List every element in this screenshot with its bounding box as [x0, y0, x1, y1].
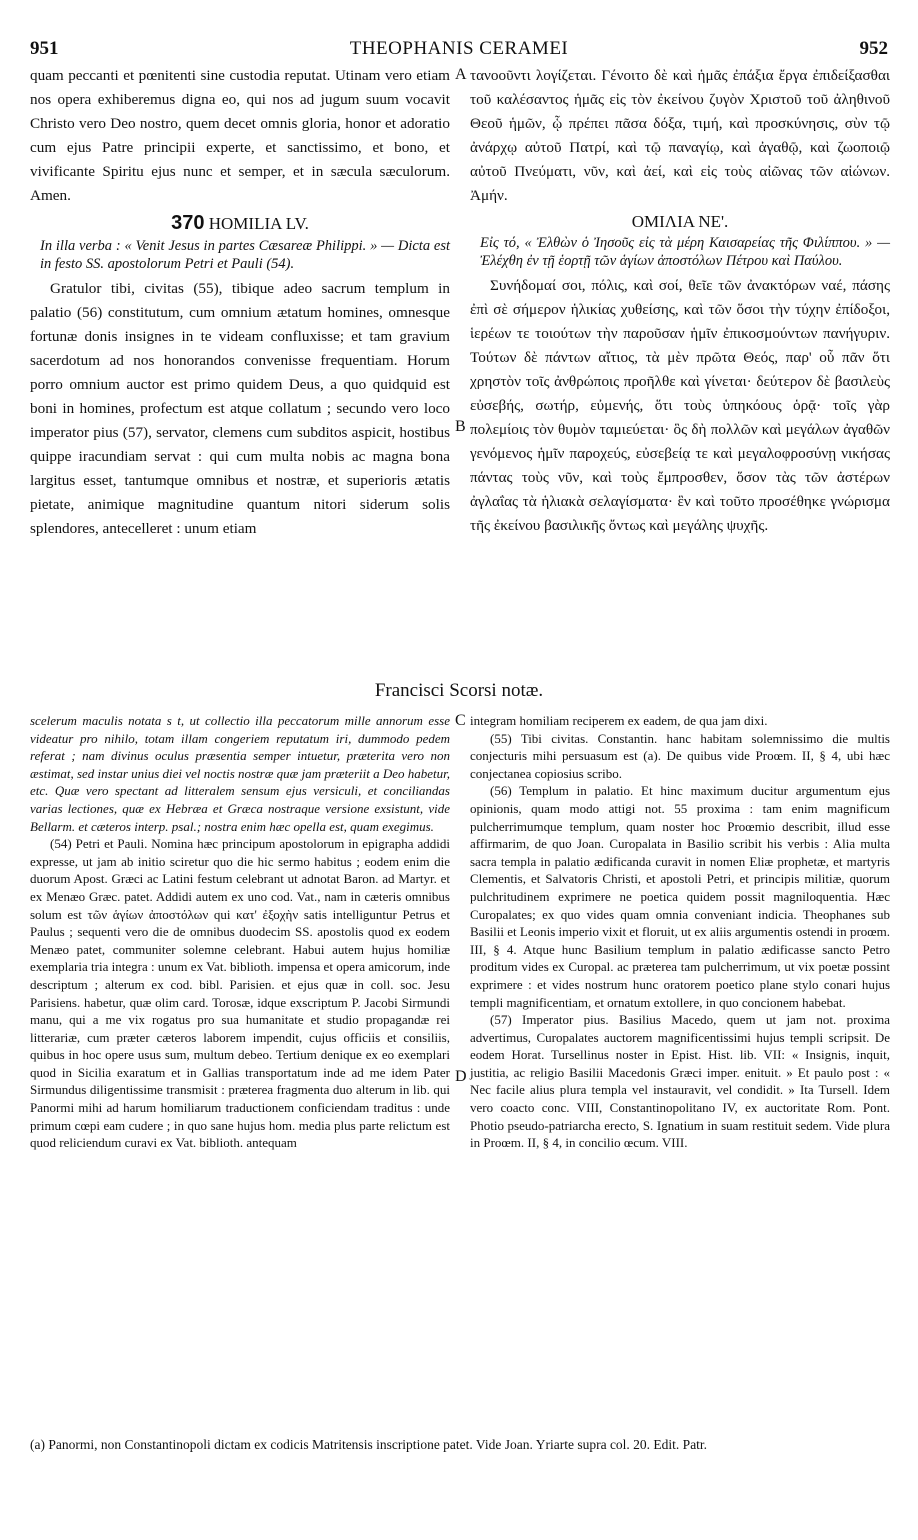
homily-subtitle-latin: In illa verba : « Venit Jesus in partes Cæsareæ Philippi. » — Dicta est in festo SS. apostolorum Petri et Pauli (54). — [40, 238, 450, 272]
greek-paragraph-end: τανοοῦντι λογίζεται. Γένοιτο δὲ καὶ ἡμᾶς ἐπάξια ἔργα ἐπιδείξασθαι τοῦ καλέσαντος ἡμᾶς εἰς τὸν ἐκείνου ζυγὸν Χριστοῦ τοῦ ἀληθινοῦ Θεοῦ ἡμῶν, ᾧ πρέπει πᾶσα δόξα, τιμή, καὶ προσκύνησις, σὺν τῷ ἀνάρχῳ αὐτοῦ Πατρί, καὶ τῷ παναγίῳ, καὶ ἀγαθῷ, καὶ ζωοποιῷ αὐτοῦ Πνεύματι, νῦν, καὶ ἀεί, καὶ εἰς τοὺς αἰῶνας τῶν αἰώνων. Ἀμήν. — [470, 67, 890, 204]
homily-heading-greek: ΟΜΙΛΙΑ ΝΕ'. — [631, 212, 729, 231]
note-56: (56) Templum in palatio. Et hinc maximum ducitur argumentum ejus opinionis, quam modo attigi not. 55 proxima : tam enim magnificum pulcherrimumque templum, quam noster hoc Proœmio describit, illud esse affirmarim, de quo Joan. Curopalata in Basilio scribit his verbis : Alia multa sacra templa in palatio ædificanda curavit in nomen Eliæ prophetæ, et martyris Clementis, et Salvatoris Christi, et apostoli Petri, et principis militiæ, quorum pulchritudinem exprimere ne poetica quidem possit magniloquentia. Hæc Curopalates; ex quo vides quam omnia conveniant indicia. Theophanes sub Basilii et Leonis imperio vixit et floruit, ut ex aliis argumentis ostendi in proœm. III, § 4. Atque hunc Basilium templum in palatio ædificasse sancto Petro proditum vides ex Curopal. ac præterea tam pulcherrimum, ut vix poetæ possint exprimere : et vides nostrum hunc oratorem poetico plane stylo conari hujus templi magnificentiam, et ornatum extollere, in quo concionem habebat. — [470, 783, 890, 1010]
notes-column-left — [30, 712, 450, 1152]
latin-paragraph-end: quam peccanti et pœnitenti sine custodia reputat. Utinam vero etiam nos opera exhiberemus digna eo, qui nos ad jugum suum vocavit Christo vero Deo nostro, quem decet omnis gloria, honor et adoratio cum ejus Patre principii experte, et sanctissimo, et bono, et vivificante Spiritu ejus nunc et semper, et in sæcula sæculorum. Amen. — [30, 67, 450, 204]
margin-letter-c: C — [455, 712, 466, 729]
greek-column-top — [470, 64, 890, 538]
note-continuation: scelerum maculis notata s t, ut collectio illa peccatorum mille annorum esse videatur pro nihilo, totam illam congeriem reputatum iri, dummodo pedem referat ; nam divinus oculus præsentia semper intuetur, præterita vero non æstimat, sed instar unius diei vel noctis nostræ quæ jam præteriit a Deo habetur, etc. Quæ vero spectant ad litteralem sensum ejus versiculi, et conciliandas varias lectiones, quæ ex Hebræa et Græca nostraque versione exsistunt, vide Bellarm. et cæteros interp. psal.; nostra enim hæc opella est, quam exegimus. — [30, 713, 450, 834]
margin-letter-d: D — [455, 1068, 467, 1085]
homily-heading-latin — [30, 212, 450, 235]
notes-title: Francisci Scorsi notæ. — [374, 680, 544, 701]
note-55: (55) Tibi civitas. Constantin. hanc habitam solemnissimo die multis conjecturis mihi persuasum est (a). De quibus vide Proœm. II, § 4, ubi hæc conjectanea copiosius scribo. — [470, 730, 890, 781]
notes-column-right — [470, 712, 890, 1152]
greek-paragraph-body: Συνήδομαί σοι, πόλις, καὶ σοί, θεῖε τῶν ἀνακτόρων ναέ, πάσης ἐπὶ σὲ σήμερον ἡλικίας χυθείσης, καὶ τῶν ὅσοι τὴν τύχην ἐπίδοξοι, ἱερέων τε τοιούτων τὴν παροῦσαν ἡμῖν ἐπικοσμούντων πανήγυριν. Τούτων δὲ πάντων αἴτιος, τὰ μὲν πρῶτα Θεός, παρ' οὗ πᾶν ὅτι χρηστὸν τοῖς ἀνθρώποις προῆλθε καὶ γίνεται· δεύτερον δὲ βασιλεὺς εὐσεβής, σωτήρ, εὐμενής, ὅτι τοὺς ὑπηκόους ὁρᾷ· τοῖς γὰρ πολεμίοις τὸν θυμὸν ταμιεύεται· ὃς δὴ πολλῶν καὶ μεγάλων ἀγαθῶν γενόμενος ἡμῖν παροχεύς, εὐσεβείᾳ τε καὶ μεγαλοφροσύνῃ νικήσας πάντας τοὺς νῦν, καὶ τοὺς ἔμπροσθεν, ὅσον τὰς τῶν ἀστέρων ἀγλαΐας τὰ ἡλιακὰ σελαγίσματα· ἓν καὶ τοῦτο προσέθηκε γνώρισμα τῆς ἐκείνου βασιλικῆς ὄντως καὶ μεγάλης ψυχῆς. — [470, 277, 890, 534]
homily-number: 370 — [171, 212, 205, 234]
page-number-left: 951 — [30, 38, 59, 59]
note-54: (54) Petri et Pauli. Nomina hæc principum apostolorum in epigrapha addidi expresse, ut jam ab initio sciretur quo die hic sermo habitus ; eodem enim die duorum Apost. Græci ac Latini festum celebrant ut adnotat Baron. ad Martyr. et ex Menæo Græc. patet. Addidi autem ex uno cod. Vat., nam in cæteris omnibus solum est τῶν ἁγίων ἀποστόλων qui κατ' ἐξοχὴν satis intelliguntur Petrus et Paulus ; sequenti vero die de omnibus duodecim SS. apostolis quod ex eodem Menæo patet, communiter solemne celebrant. Habui autem hujus homiliæ exemplaria tria integra : unum ex Vat. biblioth. impensa et opera amicorum, inde descriptum ; alterum ex cod. bibl. Parisien. et ejus quæ in coll. soc. Jesu Parisiens. habetur, quæ olim card. Torosæ, idque exscriptum P. Jacobi Sirmundi manu, qui a me vix rogatus pro sua humanitate et studio propagandæ rei litterariæ, cum præter cæteros laborem impendit, cujus officiis et consiliis, quibus in hoc opere usus sum, multum debeo. Tertium denique ex eo exemplari quod in Sicilia exaratum et in Gallias transportatum inde ad me idem Pater Sirmundus diligentissime transmisit : præterea fragmenta duo alterum in lib. qui Panormi mihi ad harum homiliarum traductionem conficiendam traditus : unde primum cœpi eam cudere ; in quo sane hujus hom. media plus parte relictum est quod reliciendum curavi ex Vat. biblioth. antequam — [30, 836, 450, 1151]
homily-subtitle-greek: Εἰς τό, « Ἐλθὼν ὁ Ἰησοῦς εἰς τὰ μέρη Καισαρείας τῆς Φιλίππου. » — Ἐλέχθη ἐν τῇ ἑορτῇ τῶν ἁγίων ἀποστόλων Πέτρου καὶ Παύλου. — [480, 235, 890, 269]
latin-column-top — [30, 64, 450, 541]
page-number-right: 952 — [859, 38, 888, 59]
margin-letter-b: B — [455, 418, 466, 435]
homily-title-latin: HOMILIA LV. — [208, 214, 309, 233]
note-continuation-right: integram homiliam reciperem ex eadem, de qua jam dixi. — [470, 713, 768, 728]
note-57: (57) Imperator pius. Basilius Macedo, quem ut jam not. proxima advertimus, Curopalates auctorem magnificentissimi hujus templi scripsit. De eodem Horat. Tursellinus noster in Epist. Hist. lib. VII: « Insignis, inquit, justitia, ac religio Basilii Macedonis Græci imper. enituit. » Et paulo post : « Nec facile alius plura templa vel instauravit, vel condidit. » Ita Tursell. Idem vero coacto conc. VIII, Constantinopolitano IV, ex auctoritate Rom. Pont. Photio pseudo-patriarcha erecto, S. Ignatium in suam restituit sedem. Vide plura in Proœm. II, § 4, in concilio œcum. VIII. — [470, 1012, 890, 1151]
footnote: (a) Panormi, non Constantinopoli dictam ex codicis Matritensis inscriptione patet. Vide Joan. Yriarte supra col. 20. Edit. Patr. — [30, 1437, 708, 1452]
running-title: THEOPHANIS CERAMEI — [349, 38, 569, 59]
margin-letter-a: A — [455, 66, 467, 83]
latin-paragraph-body: Gratulor tibi, civitas (55), tibique adeo sacrum templum in palatio (56) constitutum, cum omnium ætatum homines, omnesque fortunæ donis insignes in te videam confluxisse; et tam gravium sacerdotum ad nos honorandos convenisse frequentiam. Horum porro omnium auctor est primo quidem Deus, a quo quidquid est boni in homines, profectum est atque collatum ; secundo vero loco imperator pius (57), servator, clemens cum subditos aspicit, hostibus quippe iracundiam servat : qui cum multa nobis ac magna bona largitus esset, tantumque omnibus et nostræ, et superioris ætatis pietate, animique magnitudine quantum nitori siderum solis splendores, antecelleret : unum etiam — [30, 280, 450, 537]
